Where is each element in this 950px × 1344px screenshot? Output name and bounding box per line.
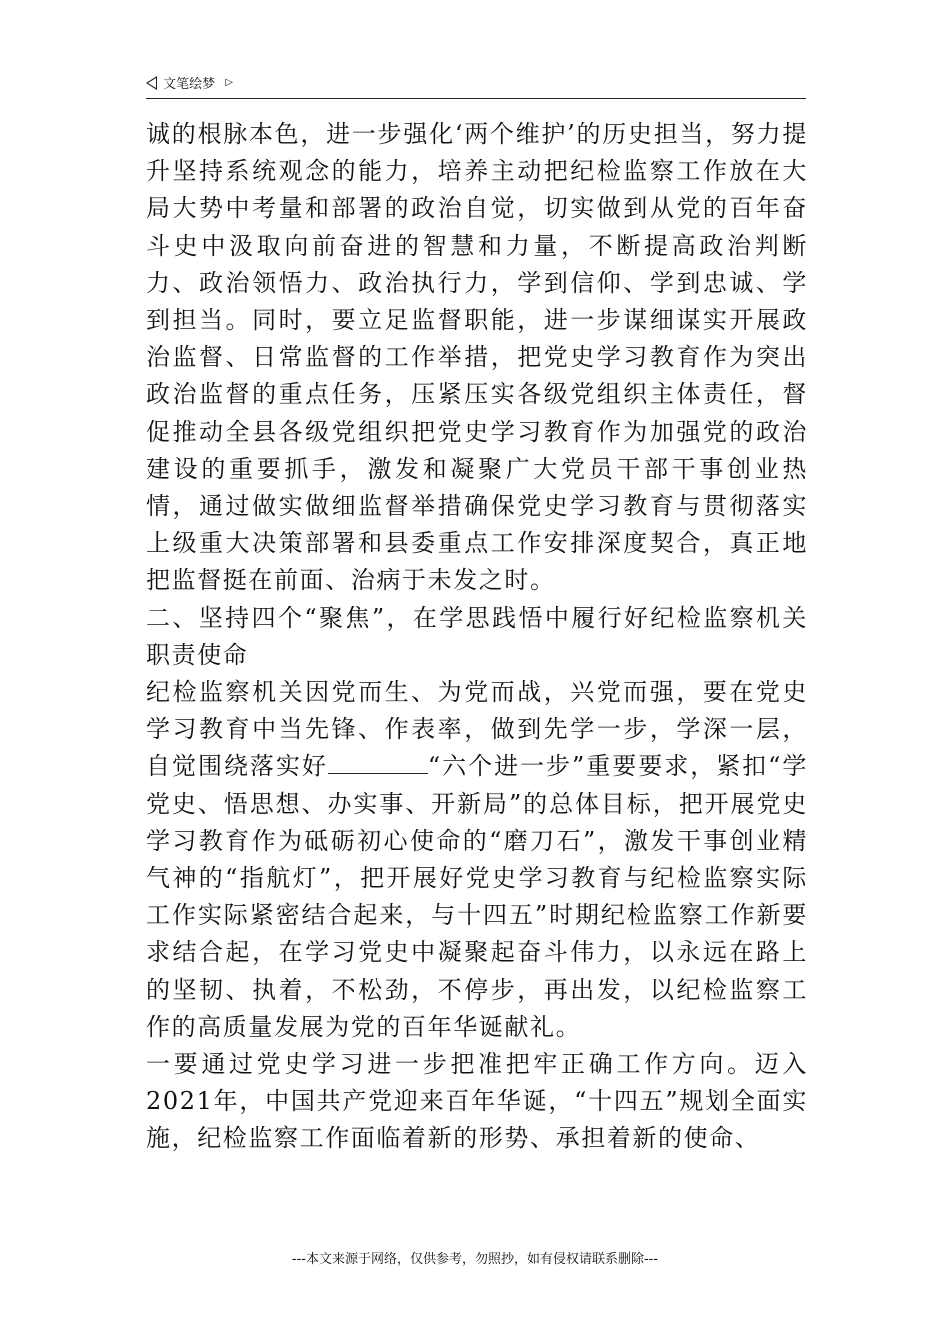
paragraph-3 [146,674,808,1046]
paragraph-3-start: 纪检监察机关因党而生、为党而战，兴党而强，要在党史学习教育中当先锋、作表率，做到先学一步，学深一层，自觉围绕落实好 [146,678,808,781]
section-heading: 二、坚持四个“聚焦”，在学思践悟中履行好纪检监察机关职责使命 [146,603,808,669]
footer-notice: ---本文来源于网络，仅供参考，勿照抄，如有侵权请联系删除--- [291,1252,659,1267]
header-title: 文笔绘梦 [163,77,216,92]
blank-underline [328,753,428,774]
triangle-right-icon: ▷ [225,77,233,88]
triangle-left-icon [146,76,157,90]
paragraph-3-end: “六个进一步”重要要求，紧扣“学党史、悟思想、办实事、开新局”的总体目标，把开展党史学习教育作为砥砺初心使命的“磨刀石”，激发干事创业精气神的“指航灯”，把开展好党史学习教育与纪检监察实际工作实际紧密结合起来，与十四五”时期纪检监察工作新要求结合起，在学习党史中凝聚起奋斗伟力，以永远在路上的坚韧、执着，不松劲，不停步，再出发，以纪检监察工作的高质量发展为党的百年华诞献礼。 [146,752,808,1041]
page-header [146,74,806,99]
paragraph-1: 诚的根脉本色，进一步强化‘两个维护’的历史担当，努力提升坚持系统观念的能力，培养主动把纪检监察工作放在大局大势中考量和部署的政治自觉，切实做到从党的百年奋斗史中汲取向前奋进的智慧和力量，不断提高政治判断力、政治领悟力、政治执行力，学到信仰、学到忠诚、学到担当。同时，要立足监督职能，进一步谋细谋实开展政治监督、日常监督的工作举措，把党史学习教育作为突出政治监督的重点任务，压紧压实各级党组织主体责任，督促推动全县各级党组织把党史学习教育作为加强党的政治建设的重要抓手，激发和凝聚广大党员干部干事创业热情，通过做实做细监督举措确保党史学习教育与贯彻落实上级重大决策部署和县委重点工作安排深度契合，真正地把监督挺在前面、治病于未发之时。 [146,120,808,595]
document-body [146,116,808,1158]
paragraph-4: 一要通过党史学习进一步把准把牢正确工作方向。迈入2021年，中国共产党迎来百年华诞，“十四五”规划全面实施，纪检监察工作面临着新的形势、承担着新的使命、 [146,1050,808,1153]
